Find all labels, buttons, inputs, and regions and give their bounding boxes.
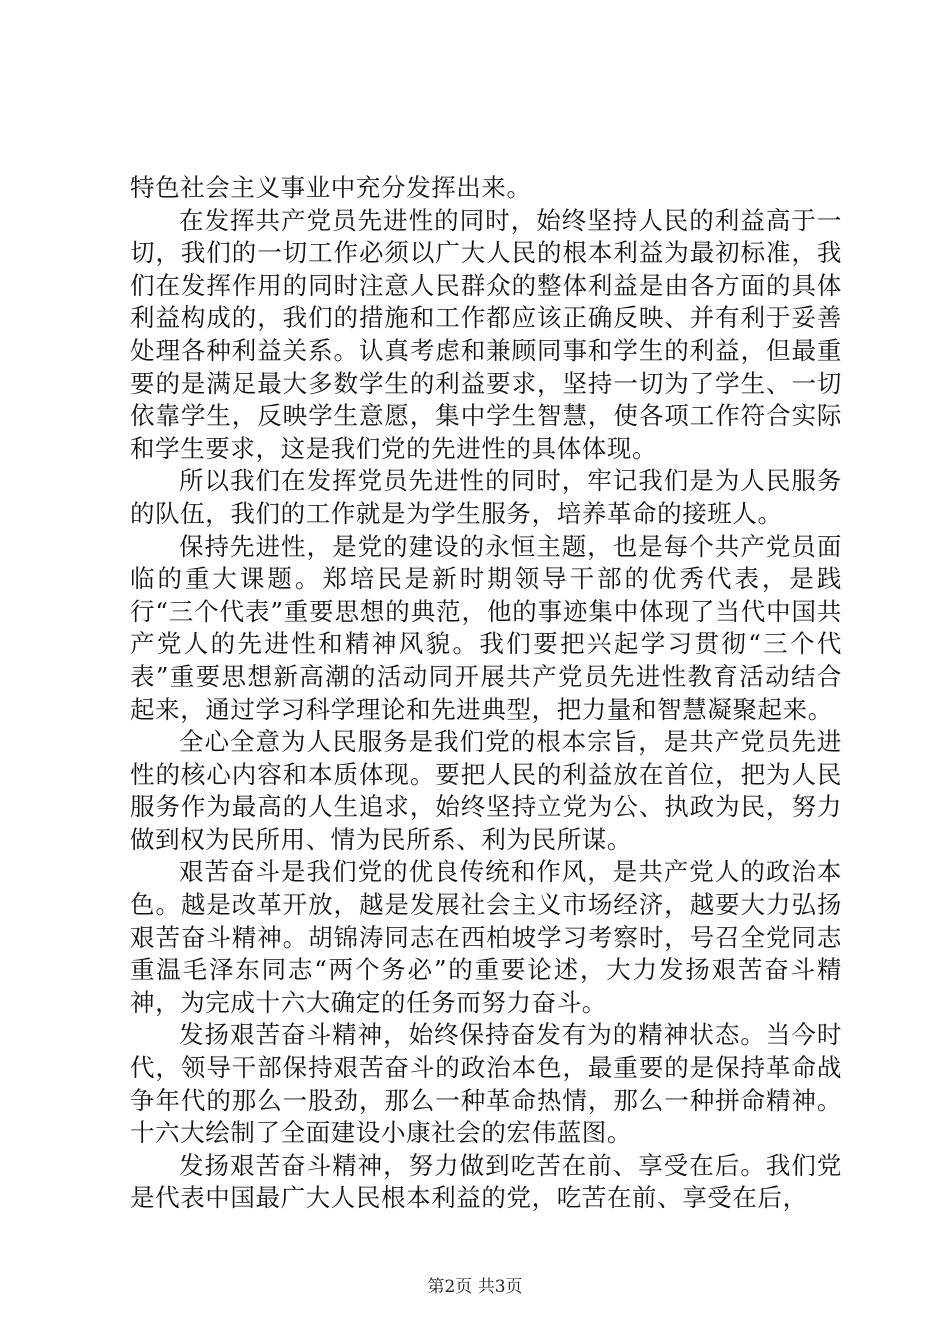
paragraph: 保持先进性，是党的建设的永恒主题，也是每个共产党员面临的重大课题。郑培民是新时期领导干部的优秀代表，是践行“三个代表”重要思想的典范，他的事迹集中体现了当代中国共产党人的先进性和精神风貌。我们要把兴起学习贯彻“三个代表”重要思想新高潮的活动同开展共产党员先进性教育活动结合起来，通过学习科学理论和先进典型，把力量和智慧凝聚起来。 xyxy=(130,531,842,724)
page-number-footer: 第2页 共3页 xyxy=(427,1277,523,1297)
paragraph: 发扬艰苦奋斗精神，始终保持奋发有为的精神状态。当今时代，领导干部保持艰苦奋斗的政治本色，最重要的是保持革命战争年代的那么一股劲，那么一种革命热情，那么一种拼命精神。十六大绘制了全面建设小康社会的宏伟蓝图。 xyxy=(130,1020,842,1148)
paragraph: 发扬艰苦奋斗精神，努力做到吃苦在前、享受在后。我们党是代表中国最广大人民根本利益的党，吃苦在前、享受在后， xyxy=(130,1150,842,1213)
paragraph: 所以我们在发挥党员先进性的同时，牢记我们是为人民服务的队伍，我们的工作就是为学生服务，培养革命的接班人。 xyxy=(130,466,842,528)
paragraph: 艰苦奋斗是我们党的优良传统和作风，是共产党人的政治本色。越是改革开放，越是发展社会主义市场经济，越要大力弘扬艰苦奋斗精神。胡锦涛同志在西柏坡学习考察时，号召全党同志重温毛泽东同志“两个务必”的重要论述，大力发扬艰苦奋斗精神，为完成十六大确定的任务而努力奋斗。 xyxy=(130,857,842,1017)
paragraph: 全心全意为人民服务是我们党的根本宗旨，是共产党员先进性的核心内容和本质体现。要把人民的利益放在首位，把为人民服务作为最高的人生追求，始终坚持立党为公、执政为民，努力做到权为民所用、情为民所系、利为民所谋。 xyxy=(130,727,842,854)
paragraph: 在发挥共产党员先进性的同时，始终坚持人民的利益高于一切，我们的一切工作必须以广大人民的根本利益为最初标准，我们在发挥作用的同时注意人民群众的整体利益是由各方面的具体利益构成的，我们的措施和工作都应该正确反映、并有利于妥善处理各种利益关系。认真考虑和兼顾同事和学生的利益，但最重要的是满足最大多数学生的利益要求，坚持一切为了学生、一切依靠学生，反映学生意愿，集中学生智慧，使各项工作符合实际和学生要求，这是我们党的先进性的具体体现。 xyxy=(130,205,842,463)
paragraph-continued: 特色社会主义事业中充分发挥出来。 xyxy=(130,173,532,202)
document-body xyxy=(130,172,842,1215)
